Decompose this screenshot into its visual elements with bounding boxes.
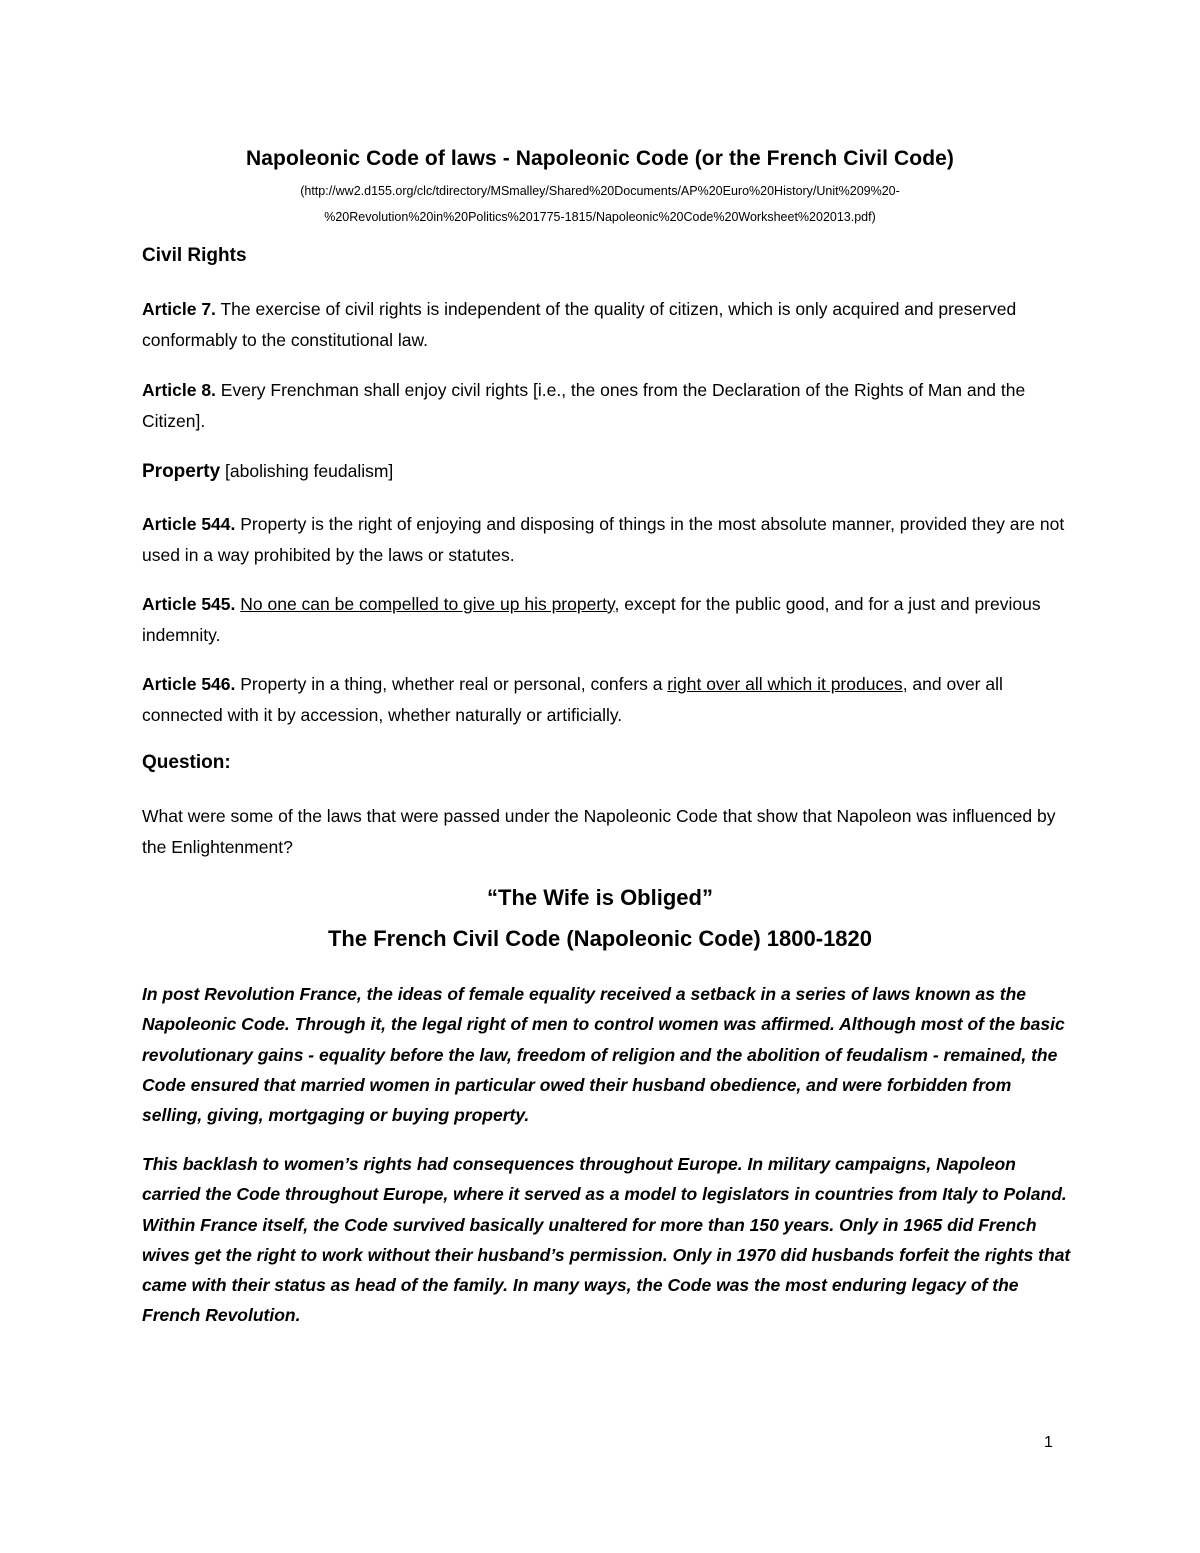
section-title: “The Wife is Obliged” <box>487 885 713 910</box>
article-545 <box>142 589 1067 650</box>
italic-paragraph-2: This backlash to women’s rights had consequences throughout Europe. In military campaigns, Napoleon carried the Code throughout Europe, where it served as a model to legislators in countries from Italy to Poland. Within France itself, the Code survived basically unaltered for more than 150 years. Only in 1965 did French wives get the right to work without their husband’s permission. Only in 1970 did husbands forfeit the rights that came with their status as head of the family. In many ways, the Code was the most enduring legacy of the French Revolution. <box>142 1154 1071 1326</box>
property-heading <box>142 456 1067 488</box>
property-heading-note: [abolishing feudalism] <box>220 461 394 481</box>
article-7 <box>142 294 1067 355</box>
article-546 <box>142 669 1067 730</box>
section-subtitle: The French Civil Code (Napoleonic Code) 1800-1820 <box>327 926 873 951</box>
article-7-text: The exercise of civil rights is independent of the quality of citizen, which is only acquired and preserved conformably to the constitutional law. <box>142 299 1017 350</box>
article-8-text: Every Frenchman shall enjoy civil rights [i.e., the ones from the Declaration of the Rights of Man and the Citizen]. <box>142 380 1026 431</box>
property-heading-label: Property <box>142 461 221 482</box>
civil-rights-heading: Civil Rights <box>142 245 247 266</box>
article-545-label: Article 545. <box>142 594 236 614</box>
article-546-text-start: Property in a thing, whether real or personal, confers a <box>235 674 668 694</box>
source-url <box>0 178 1200 230</box>
page-number: 1 <box>1044 1434 1053 1451</box>
document-title: Napoleonic Code of laws - Napoleonic Code (or the French Civil Code) <box>245 147 955 170</box>
article-546-label: Article 546. <box>142 674 236 694</box>
source-url-line-1: (http://ww2.d155.org/clc/tdirectory/MSmalley/Shared%20Documents/AP%20Euro%20History/Unit%209%20- <box>300 184 900 198</box>
article-545-underlined: No one can be compelled to give up his property <box>240 594 615 614</box>
source-url-line-2: %20Revolution%20in%20Politics%201775-1815/Napoleonic%20Code%20Worksheet%202013.pdf) <box>324 210 876 224</box>
article-546-underlined: right over all which it produces <box>667 674 903 694</box>
question-text: What were some of the laws that were passed under the Napoleonic Code that show that Napoleon was influenced by the Enlightenment? <box>142 806 1056 857</box>
article-546-text-end: , and over all connected with it by accession, whether naturally or artificially. <box>142 674 1003 725</box>
article-544-text: Property is the right of enjoying and disposing of things in the most absolute manner, provided they are not used in a way prohibited by the laws or statutes. <box>142 514 1065 565</box>
article-8-label: Article 8. <box>142 380 216 400</box>
italic-paragraph-1: In post Revolution France, the ideas of female equality received a setback in a series of laws known as the Napoleonic Code. Through it, the legal right of men to control women was affirmed. Although most of the basic revolutionary gains - equality before the law, freedom of religion and the abolition of feudalism - remained, the Code ensured that married women in particular owed their husband obedience, and were forbidden from selling, giving, mortgaging or buying property. <box>142 984 1065 1126</box>
article-7-label: Article 7. <box>142 299 216 319</box>
article-545-text: , except for the public good, and for a just and previous indemnity. <box>142 594 1041 645</box>
question-heading: Question: <box>142 752 231 773</box>
article-8 <box>142 375 1067 436</box>
article-544 <box>142 509 1067 570</box>
article-544-label: Article 544. <box>142 514 236 534</box>
